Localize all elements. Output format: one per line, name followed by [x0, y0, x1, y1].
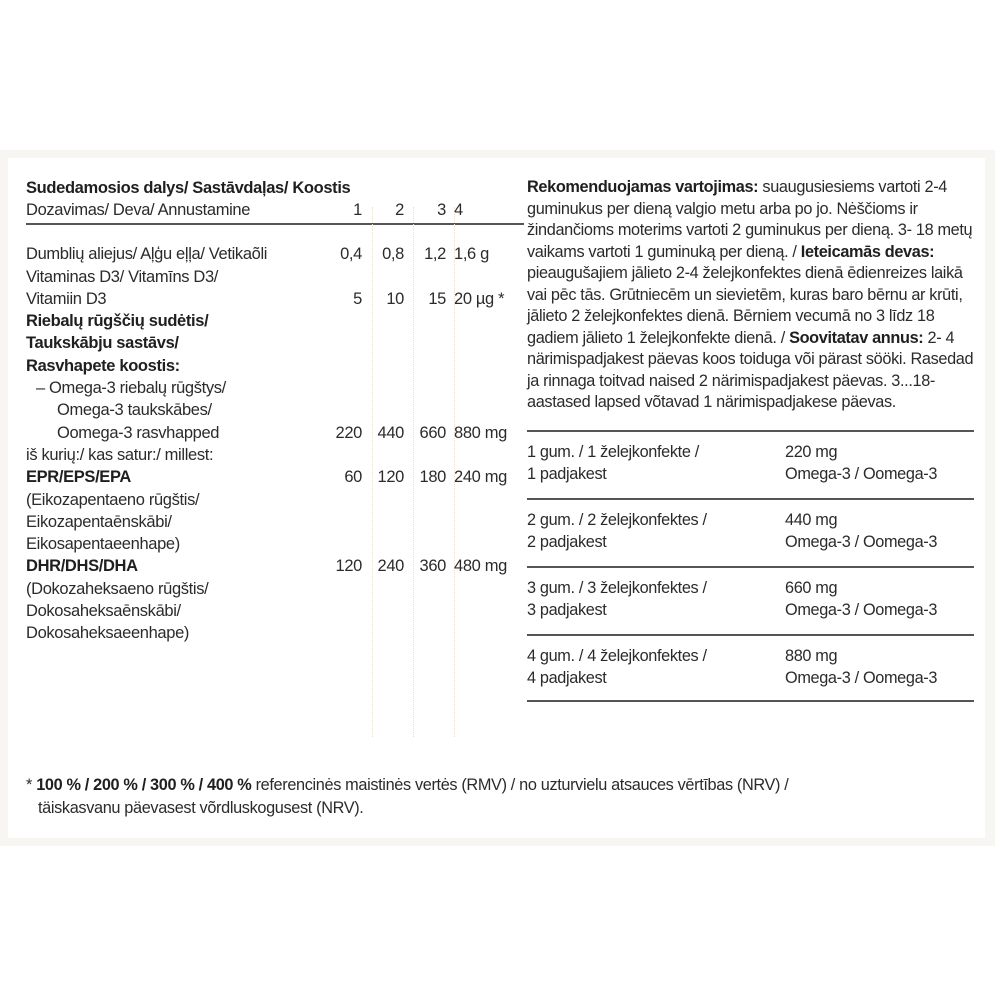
footnote-text-1: referencinės maistinės vertės (RMV) / no uzturvielu atsauces vērtības (NRV) / [251, 776, 789, 794]
ingredient-row [26, 422, 524, 444]
ingredient-row [26, 288, 524, 310]
dose-value-3: 660 [419, 423, 446, 442]
label-frame [0, 150, 995, 846]
dose-count-line-2: 2 padjakest [527, 533, 607, 551]
dose-value-1: 220 [335, 423, 362, 442]
footnote-line-1 [26, 774, 976, 797]
dose-value-1: 60 [344, 468, 362, 487]
ingredient-row [26, 243, 524, 265]
usage-lv-label: Ieteicamās devas: [800, 242, 935, 261]
dose-value-1: 120 [335, 557, 362, 576]
ingredient-label: Vitamiin D3 [26, 289, 107, 308]
ingredient-row [26, 399, 524, 421]
dose-value-4: 1,6 g [454, 245, 489, 264]
dose-col-4: 4 [454, 201, 463, 220]
usage-lt-text: suaugusiesiems vartoti 2-4 guminukus per dieną valgio metu arba po jo. Nėščioms ir žindančioms moterims vartoti 2 guminukus per dieną. 3- 18 metų vaikams vartoti 1 guminuką per dieną. / [527, 178, 973, 261]
ingredients-table [26, 177, 524, 645]
dose-col-3: 3 [437, 201, 446, 220]
dose-count-line-2: 4 padjakest [527, 669, 607, 687]
dose-amount [785, 509, 937, 554]
ingredient-label: DHR/DHS/DHA [26, 557, 138, 576]
dose-table-row [527, 498, 974, 566]
dose-value-4: 880 mg [454, 423, 507, 442]
dose-value-3: 15 [428, 289, 446, 308]
dose-header-row [26, 199, 524, 225]
ingredient-row [26, 466, 524, 488]
dose-value-3: 180 [419, 468, 446, 487]
dose-value-3: 360 [419, 557, 446, 576]
dose-count [527, 441, 699, 486]
dose-table-row [527, 430, 974, 498]
ingredient-label: Omega-3 taukskābes/ [57, 401, 212, 420]
ingredient-label: (Eikozapentaeno rūgštis/ [26, 490, 200, 509]
ingredient-row [26, 266, 524, 288]
dose-header-label: Dozavimas/ Deva/ Annustamine [26, 201, 251, 220]
ingredient-label: Eikosapentaeenhape) [26, 535, 180, 554]
dose-amount-value: 220 mg [785, 442, 838, 461]
ingredient-label: EPR/EPS/EPA [26, 468, 131, 487]
ingredients-title: Sudedamosios dalys/ Sastāvdaļas/ Koostis [26, 179, 351, 197]
usage-paragraph [527, 177, 977, 414]
ingredient-row [26, 578, 524, 600]
dose-value-2: 0,8 [382, 245, 404, 264]
ingredient-label: (Dokozaheksaeno rūgštis/ [26, 579, 209, 598]
usage-lv-text: pieaugušajiem jālieto 2-4 želejkonfektes dienā ēdienreizes laikā vai pēc tās. Grūtniecēm un sievietēm, kuras baro bērnu ar krūti, jālieto 2 želejkonfektes dienā. Bērniem vecumā no 3 līdz 18 gadiem jālieto 1 želejkonfekte dienā. / [527, 264, 963, 347]
dose-value-2: 120 [377, 468, 404, 487]
dose-count [527, 509, 707, 554]
ingredient-label: iš kurių:/ kas satur:/ millest: [26, 445, 214, 464]
footnote [26, 774, 976, 819]
usage-section [527, 177, 977, 702]
dose-value-4: 20 µg * [454, 289, 505, 308]
dose-value-2: 240 [377, 557, 404, 576]
ingredient-row [26, 600, 524, 622]
ingredient-label: Dokosaheksaēnskābi/ [26, 602, 181, 621]
dose-value-4: 480 mg [454, 557, 507, 576]
ingredient-label: Dumblių aliejus/ Aļģu eļļa/ Vetikaõli [26, 245, 268, 264]
dose-count-line-2: 3 padjakest [527, 601, 607, 619]
dose-count-line-1: 4 gum. / 4 želejkonfektes / [527, 646, 707, 665]
dose-amount-value: 880 mg [785, 646, 838, 665]
ingredient-label: Rasvhapete koostis: [26, 356, 180, 375]
ingredient-label: Dokosaheksaeenhape) [26, 624, 190, 643]
dose-amount-unit: Omega-3 / Oomega-3 [785, 465, 938, 483]
dose-table-row [527, 634, 974, 702]
dose-amount [785, 441, 937, 486]
ingredient-row [26, 355, 524, 377]
usage-lt-label: Rekomenduojamas vartojimas: [527, 178, 759, 196]
dose-table [527, 430, 974, 702]
usage-et-text: 2- 4 närimispadjakest päevas koos toiduga või pärast sööki. Rasedad ja rinnaga toitvad naised 2 närimispadjakest päevas. 3...18-aastased lapsed võtavad 1 närimispadjakese päevas. [527, 328, 974, 411]
dose-amount [785, 577, 937, 622]
ingredient-label: Taukskābju sastāvs/ [26, 334, 179, 353]
ingredient-row [26, 489, 524, 511]
ingredient-label: Vitaminas D3/ Vitamīns D3/ [26, 267, 219, 286]
label-panel [8, 158, 985, 838]
dose-count [527, 577, 707, 622]
dose-value-1: 5 [353, 289, 362, 308]
ingredient-row [26, 444, 524, 466]
dose-value-1: 0,4 [340, 245, 362, 264]
footnote-percentages: 100 % / 200 % / 300 % / 400 % [36, 776, 252, 794]
dose-col-1: 1 [353, 201, 362, 220]
ingredient-row [26, 555, 524, 577]
dose-col-2: 2 [395, 201, 404, 220]
dose-count-line-1: 2 gum. / 2 želejkonfektes / [527, 510, 707, 529]
dose-count [527, 645, 707, 690]
ingredient-row [26, 533, 524, 555]
ingredient-row [26, 332, 524, 354]
dose-amount-unit: Omega-3 / Oomega-3 [785, 533, 938, 551]
ingredient-row [26, 377, 524, 399]
footnote-marker: * [26, 776, 32, 794]
dose-count-line-1: 1 gum. / 1 želejkonfekte / [527, 442, 699, 461]
footnote-line-2: täiskasvanu päevasest võrdluskogusest (NRV). [38, 798, 364, 817]
dose-count-line-1: 3 gum. / 3 želejkonfektes / [527, 578, 707, 597]
dose-value-2: 10 [386, 289, 404, 308]
ingredient-label: – Omega-3 riebalų rūgštys/ [36, 379, 226, 398]
usage-et-label: Soovitatav annus: [789, 328, 924, 347]
dose-value-2: 440 [377, 423, 404, 442]
dose-amount [785, 645, 937, 690]
ingredient-rows [26, 243, 524, 644]
ingredient-row [26, 511, 524, 533]
ingredient-label: Oomega-3 rasvhapped [57, 423, 220, 442]
dose-table-row [527, 566, 974, 634]
dose-count-line-2: 1 padjakest [527, 465, 607, 483]
ingredient-row [26, 622, 524, 644]
ingredient-row [26, 310, 524, 332]
ingredient-label: Eikozapentaēnskābi/ [26, 512, 172, 531]
dose-value-4: 240 mg [454, 468, 507, 487]
dose-amount-unit: Omega-3 / Oomega-3 [785, 669, 938, 687]
dose-amount-value: 440 mg [785, 510, 838, 529]
dose-value-3: 1,2 [424, 245, 446, 264]
dose-amount-value: 660 mg [785, 578, 838, 597]
dose-amount-unit: Omega-3 / Oomega-3 [785, 601, 938, 619]
ingredient-label: Riebalų rūgščių sudėtis/ [26, 312, 209, 331]
